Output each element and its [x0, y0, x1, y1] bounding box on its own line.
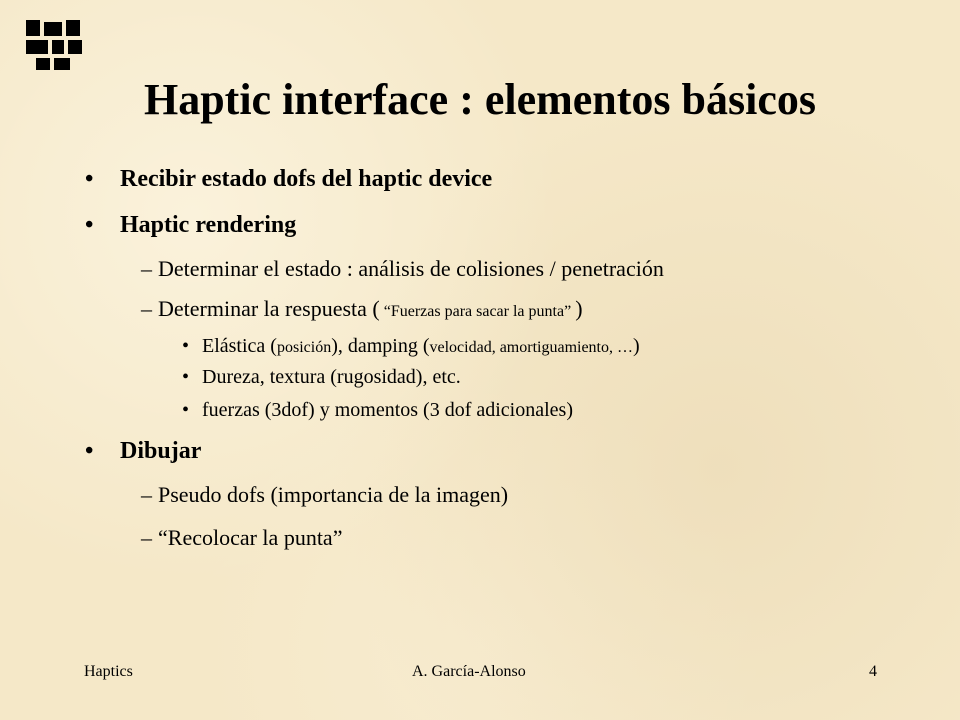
footer-left: Haptics	[84, 663, 133, 680]
subsub-text-c: )	[633, 335, 640, 357]
subsub-item-text: fuerzas (3dof) y momentos (3 dof adicionales)	[202, 399, 573, 421]
footer-author: A. García-Alonso	[412, 663, 526, 680]
subsub-text-posicion: posición	[276, 339, 332, 356]
bullet-text: Recibir estado dofs del haptic device	[120, 166, 493, 192]
subsub-text-velocidad: velocidad, amortiguamiento, …	[429, 339, 633, 356]
sub-item-text: “Recolocar la punta”	[158, 525, 343, 550]
subsub-item-text	[202, 333, 640, 361]
bullet-marker: •	[182, 399, 190, 421]
bullet-marker: •	[85, 438, 94, 464]
sub-item-text	[158, 295, 583, 326]
bullet-marker: •	[85, 166, 94, 192]
dash-marker: –	[141, 296, 152, 321]
sub-item-text-note: “Fuerzas para sacar la punta”	[379, 303, 576, 320]
sub-item-text: Determinar el estado : análisis de colisiones / penetración	[158, 256, 664, 281]
subsub-text-b: ), damping (	[331, 335, 430, 357]
sub-item-text: Pseudo dofs (importancia de la imagen)	[158, 482, 509, 507]
bullet-marker: •	[182, 366, 190, 388]
bullet-marker: •	[182, 335, 190, 357]
page-number: 4	[869, 663, 877, 680]
subsub-text-a: Elástica (	[202, 335, 277, 357]
bullet-text: Dibujar	[120, 438, 202, 464]
sub-item-text-close: )	[575, 296, 583, 321]
dash-marker: –	[141, 482, 152, 507]
dash-marker: –	[141, 256, 152, 281]
bullet-marker: •	[85, 212, 94, 238]
dash-marker: –	[141, 525, 152, 550]
subsub-item-text: Dureza, textura (rugosidad), etc.	[202, 366, 461, 388]
sub-item-text-main: Determinar la respuesta (	[158, 296, 380, 321]
bullet-text: Haptic rendering	[120, 212, 297, 238]
slide-title: Haptic interface : elementos básicos	[143, 75, 817, 124]
